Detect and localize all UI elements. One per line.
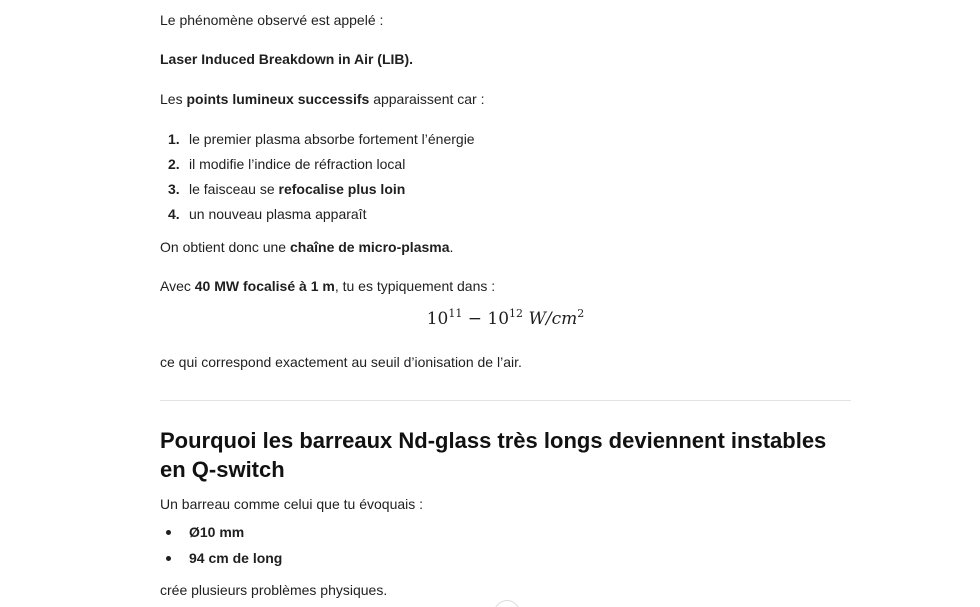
problems-text: crée plusieurs problèmes physiques. <box>160 582 388 598</box>
formula-unit: W/cm <box>523 309 578 329</box>
list-number: 1. <box>168 131 180 147</box>
bullet-icon <box>166 530 171 535</box>
points-prefix: Les <box>160 91 187 107</box>
list-item-text: le faisceau se <box>189 181 279 197</box>
list-number: 2. <box>168 156 180 172</box>
bullet-icon <box>166 556 171 561</box>
avec-text <box>160 276 495 296</box>
formula-exp-1: 11 <box>448 307 463 320</box>
intensity-formula <box>160 309 851 329</box>
list-item-text: un nouveau plasma apparaît <box>189 206 367 222</box>
rod-specs-list <box>160 521 282 573</box>
avec-bold: 40 MW focalisé à 1 m <box>194 278 335 294</box>
formula-base-2: 10 <box>487 309 510 329</box>
steps-list <box>160 128 475 228</box>
rod-intro-text: Un barreau comme celui que tu évoquais : <box>160 496 424 512</box>
list-item-bold: refocalise plus loin <box>278 181 406 197</box>
scroll-down-button[interactable] <box>494 600 520 607</box>
points-bold: points lumineux successifs <box>186 91 370 107</box>
formula-exp-2: 12 <box>509 307 524 320</box>
chain-text <box>160 237 453 257</box>
threshold-text: ce qui correspond exactement au seuil d’ionisation de l’air. <box>160 354 522 370</box>
list-item-text: il modifie l’indice de réfraction local <box>189 156 406 172</box>
chain-bold: chaîne de micro-plasma <box>290 239 450 255</box>
chain-suffix: . <box>449 239 454 255</box>
avec-suffix: , tu es typiquement dans : <box>334 278 496 294</box>
list-item <box>160 547 282 573</box>
section-heading: Pourquoi les barreaux Nd-glass très longs deviennent instables en Q-switch <box>160 428 827 482</box>
avec-prefix: Avec <box>160 278 195 294</box>
section-divider <box>160 400 851 401</box>
list-item <box>160 153 475 178</box>
spec-text: 94 cm de long <box>189 550 283 566</box>
formula-unit-exp: 2 <box>577 307 585 320</box>
points-suffix: apparaissent car : <box>369 91 485 107</box>
phenomenon-name <box>160 49 413 69</box>
list-item <box>160 203 475 228</box>
intro-text: Le phénomène observé est appelé : <box>160 12 384 28</box>
points-intro <box>160 89 484 109</box>
chain-prefix: On obtient donc une <box>160 239 290 255</box>
list-item <box>160 128 475 153</box>
formula-base-1: 10 <box>426 309 449 329</box>
formula-minus: − <box>462 309 488 329</box>
list-item-text: le premier plasma absorbe fortement l’énergie <box>189 131 475 147</box>
list-item <box>160 178 475 203</box>
list-number: 4. <box>168 206 180 222</box>
list-item <box>160 521 282 547</box>
list-number: 3. <box>168 181 180 197</box>
phenomenon-name-bold: Laser Induced Breakdown in Air (LIB). <box>160 51 414 67</box>
spec-text: Ø10 mm <box>189 524 245 540</box>
